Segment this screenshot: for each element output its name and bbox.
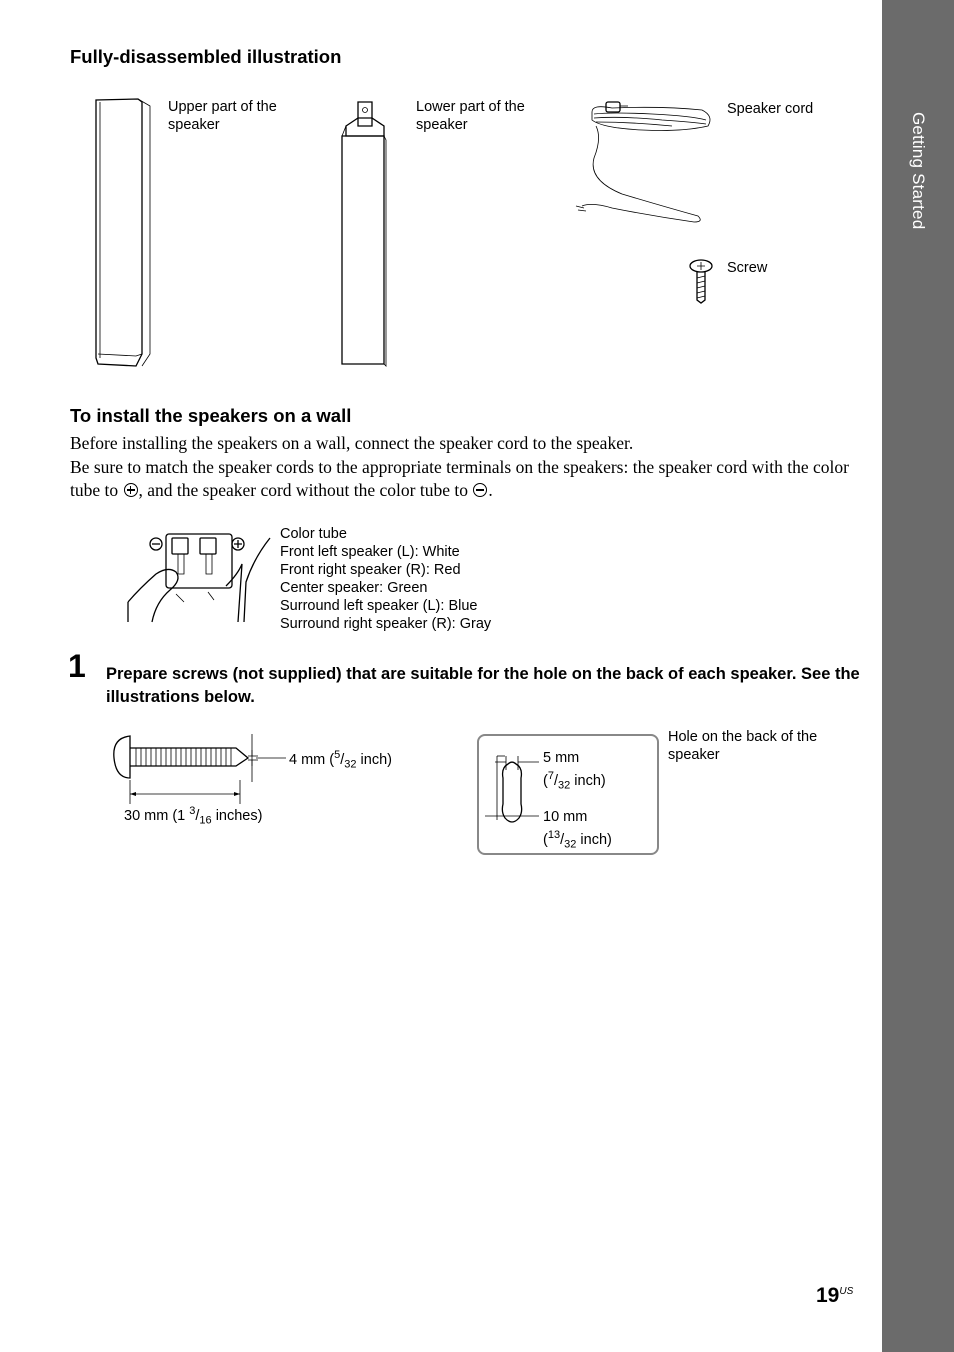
screw-diameter-label: 4 mm ($^5/_{32}$ inch)	[289, 749, 392, 771]
screw-illustration	[688, 256, 716, 304]
color-tube-item: Center speaker: Green	[280, 580, 428, 596]
lower-speaker-illustration	[338, 96, 390, 372]
screw-label: Screw	[727, 260, 768, 276]
instruction-line-1: Before installing the speakers on a wall, connect the speaker cord to the speaker.	[70, 433, 634, 453]
color-tube-item: Front left speaker (L): White	[280, 544, 460, 560]
minus-terminal-icon	[473, 483, 487, 497]
color-tube-title: Color tube	[280, 526, 347, 542]
page-number: $19^{US}$	[816, 1284, 854, 1307]
upper-speaker-label: Upper part of the speaker	[168, 99, 277, 133]
sidebar-label: Getting Started	[909, 112, 928, 230]
step-instruction: Prepare screws (not supplied) that are suitable for the hole on the back of each speaker. See the illustrations below.	[106, 665, 860, 706]
terminal-connection-illustration	[126, 530, 274, 624]
upper-speaker-illustration	[92, 96, 156, 372]
hole-title-label: Hole on the back of the speaker	[668, 729, 818, 763]
color-tube-item: Surround left speaker (L): Blue	[280, 598, 478, 614]
color-tube-item: Surround right speaker (R): Gray	[280, 616, 492, 632]
instructions-paragraph	[70, 432, 860, 503]
hole-height-label: 10 mm ($^{13}/_{32}$ inch)	[543, 809, 612, 851]
step-number: 1	[68, 648, 86, 684]
speaker-cord-label: Speaker cord	[727, 101, 814, 117]
speaker-cord-illustration	[572, 98, 717, 224]
section-heading-wall-install: To install the speakers on a wall	[70, 405, 352, 426]
lower-speaker-label: Lower part of the speaker	[416, 99, 525, 133]
hole-width-label: 5 mm ($^7/_{32}$ inch)	[543, 750, 606, 792]
color-tube-item: Front right speaker (R): Red	[280, 562, 461, 578]
plus-terminal-icon	[124, 483, 138, 497]
instruction-line-2: Be sure to match the speaker cords to the appropriate terminals on the speakers: the speaker cord with the color tube to , and the speaker cord without the color tube to .	[70, 456, 849, 500]
color-tube-legend	[280, 525, 491, 633]
screw-length-label: 30 mm (1 $^3/_{16}$ inches)	[124, 805, 263, 827]
section-heading-disassembled: Fully-disassembled illustration	[70, 46, 342, 67]
